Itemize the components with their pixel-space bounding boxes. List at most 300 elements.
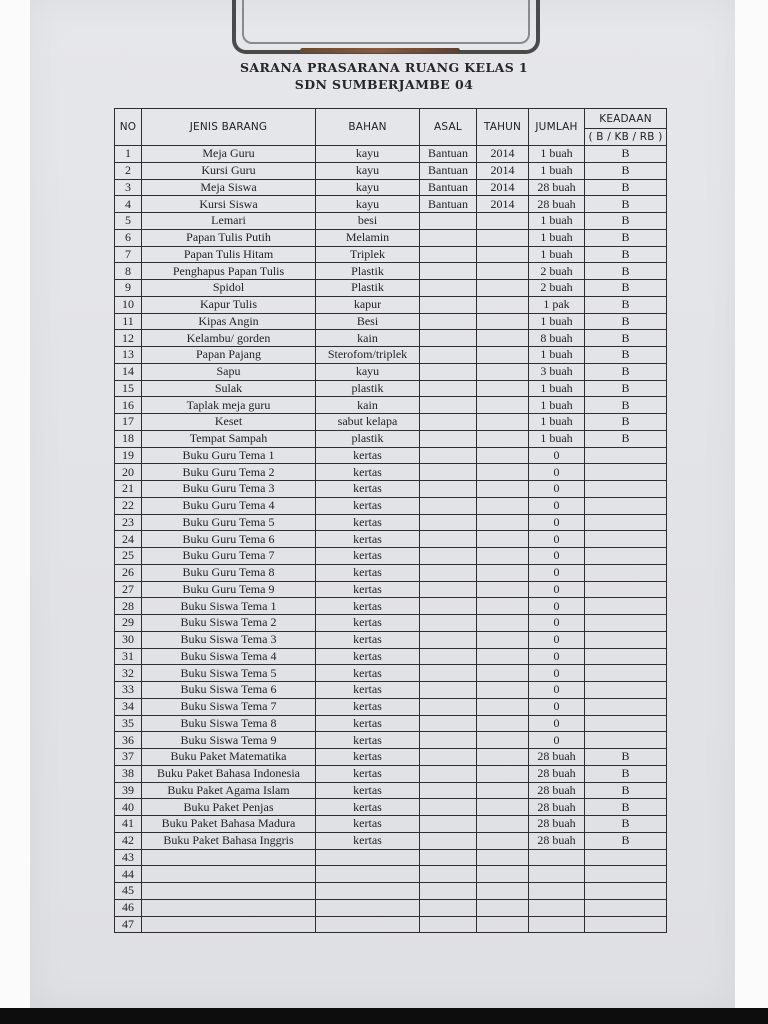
cell-bahan: kertas [316, 464, 420, 481]
cell-no: 45 [115, 883, 142, 900]
cell-tahun [477, 296, 529, 313]
cell-no: 32 [115, 665, 142, 682]
clipboard-clip-inner [242, 0, 530, 44]
cell-no: 5 [115, 213, 142, 230]
cell-jenis-barang [142, 899, 316, 916]
cell-asal [420, 548, 477, 565]
cell-bahan: Plastik [316, 263, 420, 280]
cell-no: 39 [115, 782, 142, 799]
cell-tahun [477, 481, 529, 498]
cell-bahan: Plastik [316, 280, 420, 297]
cell-tahun [477, 816, 529, 833]
cell-jenis-barang: Buku Siswa Tema 6 [142, 682, 316, 699]
cell-jumlah: 0 [529, 514, 585, 531]
cell-asal [420, 397, 477, 414]
cell-tahun [477, 598, 529, 615]
cell-keadaan: B [585, 765, 667, 782]
table-row [115, 263, 667, 280]
cell-no: 7 [115, 246, 142, 263]
cell-jumlah: 0 [529, 682, 585, 699]
cell-jenis-barang: Buku Guru Tema 7 [142, 548, 316, 565]
cell-tahun [477, 698, 529, 715]
table-row [115, 313, 667, 330]
cell-no: 2 [115, 162, 142, 179]
cell-jenis-barang: Buku Guru Tema 4 [142, 497, 316, 514]
cell-asal [420, 866, 477, 883]
cell-jumlah: 0 [529, 598, 585, 615]
cell-no: 36 [115, 732, 142, 749]
cell-keadaan [585, 598, 667, 615]
table-body [115, 146, 667, 933]
cell-jenis-barang [142, 916, 316, 933]
cell-asal: Bantuan [420, 162, 477, 179]
cell-jenis-barang: Meja Siswa [142, 179, 316, 196]
cell-jumlah [529, 899, 585, 916]
header-asal: ASAL [420, 109, 477, 146]
table-row [115, 397, 667, 414]
cell-bahan: Triplek [316, 246, 420, 263]
cell-jumlah: 1 buah [529, 146, 585, 163]
cell-asal [420, 380, 477, 397]
cell-bahan [316, 916, 420, 933]
cell-tahun [477, 615, 529, 632]
cell-jenis-barang: Buku Siswa Tema 3 [142, 631, 316, 648]
table-row [115, 648, 667, 665]
inventory-table [114, 108, 667, 933]
cell-jumlah [529, 849, 585, 866]
cell-bahan: plastik [316, 380, 420, 397]
table-row [115, 246, 667, 263]
cell-jumlah: 0 [529, 464, 585, 481]
cell-tahun [477, 832, 529, 849]
cell-jumlah: 0 [529, 564, 585, 581]
table-row [115, 548, 667, 565]
cell-jenis-barang: Buku Siswa Tema 7 [142, 698, 316, 715]
cell-tahun [477, 916, 529, 933]
cell-keadaan [585, 732, 667, 749]
cell-tahun [477, 866, 529, 883]
cell-no: 27 [115, 581, 142, 598]
cell-no: 23 [115, 514, 142, 531]
cell-tahun: 2014 [477, 179, 529, 196]
table-row [115, 481, 667, 498]
cell-jumlah: 0 [529, 531, 585, 548]
cell-jenis-barang: Buku Guru Tema 5 [142, 514, 316, 531]
background-left [0, 0, 30, 1010]
cell-jumlah: 0 [529, 447, 585, 464]
cell-jumlah: 1 buah [529, 347, 585, 364]
cell-tahun [477, 330, 529, 347]
cell-tahun [477, 229, 529, 246]
table-header [115, 109, 667, 146]
table-row [115, 749, 667, 766]
cell-tahun [477, 564, 529, 581]
cell-bahan [316, 849, 420, 866]
table-row [115, 430, 667, 447]
cell-asal [420, 246, 477, 263]
cell-tahun [477, 514, 529, 531]
cell-jenis-barang: Kursi Siswa [142, 196, 316, 213]
cell-jenis-barang: Tempat Sampah [142, 430, 316, 447]
cell-asal [420, 816, 477, 833]
cell-bahan: kertas [316, 682, 420, 699]
cell-tahun [477, 347, 529, 364]
header-keadaan-sub: ( B / KB / RB ) [585, 129, 667, 146]
cell-bahan: kertas [316, 598, 420, 615]
cell-jenis-barang: Buku Siswa Tema 1 [142, 598, 316, 615]
table-row [115, 162, 667, 179]
cell-jenis-barang: Meja Guru [142, 146, 316, 163]
cell-jumlah: 1 buah [529, 414, 585, 431]
cell-asal [420, 430, 477, 447]
cell-bahan: besi [316, 213, 420, 230]
cell-keadaan [585, 849, 667, 866]
table-row [115, 615, 667, 632]
cell-tahun: 2014 [477, 196, 529, 213]
cell-jenis-barang: Buku Guru Tema 6 [142, 531, 316, 548]
cell-no: 42 [115, 832, 142, 849]
table-row [115, 531, 667, 548]
cell-tahun [477, 732, 529, 749]
cell-keadaan: B [585, 246, 667, 263]
table-row [115, 146, 667, 163]
cell-keadaan [585, 698, 667, 715]
cell-bahan: kertas [316, 799, 420, 816]
cell-jenis-barang: Penghapus Papan Tulis [142, 263, 316, 280]
cell-tahun [477, 246, 529, 263]
cell-jenis-barang: Buku Guru Tema 2 [142, 464, 316, 481]
cell-jumlah: 8 buah [529, 330, 585, 347]
table-row [115, 447, 667, 464]
cell-tahun [477, 899, 529, 916]
cell-jenis-barang: Buku Paket Bahasa Madura [142, 816, 316, 833]
cell-jumlah: 0 [529, 732, 585, 749]
cell-jumlah: 28 buah [529, 799, 585, 816]
cell-no: 24 [115, 531, 142, 548]
cell-jumlah: 28 buah [529, 196, 585, 213]
cell-no: 20 [115, 464, 142, 481]
cell-jumlah: 28 buah [529, 765, 585, 782]
cell-tahun [477, 531, 529, 548]
cell-bahan: kain [316, 330, 420, 347]
cell-jenis-barang: Buku Guru Tema 8 [142, 564, 316, 581]
table-row [115, 497, 667, 514]
cell-bahan: kayu [316, 162, 420, 179]
table-row [115, 564, 667, 581]
cell-asal [420, 765, 477, 782]
cell-tahun [477, 799, 529, 816]
cell-bahan: kertas [316, 765, 420, 782]
cell-keadaan [585, 531, 667, 548]
cell-asal [420, 531, 477, 548]
cell-asal [420, 280, 477, 297]
cell-bahan: Besi [316, 313, 420, 330]
cell-jumlah: 0 [529, 615, 585, 632]
cell-asal [420, 715, 477, 732]
cell-keadaan: B [585, 363, 667, 380]
cell-bahan: kertas [316, 698, 420, 715]
table-row [115, 581, 667, 598]
cell-jenis-barang: Sapu [142, 363, 316, 380]
cell-jenis-barang: Buku Guru Tema 9 [142, 581, 316, 598]
cell-asal [420, 648, 477, 665]
cell-keadaan [585, 514, 667, 531]
document-title: SARANA PRASARANA RUANG KELAS 1 [239, 60, 529, 75]
cell-no: 16 [115, 397, 142, 414]
cell-asal [420, 799, 477, 816]
cell-keadaan [585, 916, 667, 933]
cell-bahan: kertas [316, 481, 420, 498]
table-row [115, 464, 667, 481]
table-row [115, 866, 667, 883]
cell-tahun [477, 363, 529, 380]
cell-jenis-barang: Kelambu/ gorden [142, 330, 316, 347]
cell-bahan: kertas [316, 514, 420, 531]
cell-jumlah: 0 [529, 481, 585, 498]
cell-asal: Bantuan [420, 146, 477, 163]
cell-tahun [477, 263, 529, 280]
table-row [115, 514, 667, 531]
cell-jumlah: 1 buah [529, 246, 585, 263]
cell-keadaan [585, 447, 667, 464]
table-row [115, 213, 667, 230]
cell-bahan: kertas [316, 749, 420, 766]
cell-keadaan [585, 715, 667, 732]
cell-no: 4 [115, 196, 142, 213]
cell-jenis-barang: Buku Paket Matematika [142, 749, 316, 766]
document-subtitle: SDN SUMBERJAMBE 04 [294, 77, 474, 92]
cell-jumlah: 1 buah [529, 380, 585, 397]
cell-no: 41 [115, 816, 142, 833]
cell-jenis-barang: Kipas Angin [142, 313, 316, 330]
cell-no: 9 [115, 280, 142, 297]
cell-jenis-barang: Buku Paket Penjas [142, 799, 316, 816]
table-row [115, 765, 667, 782]
cell-bahan: kayu [316, 196, 420, 213]
cell-jumlah: 1 pak [529, 296, 585, 313]
cell-jenis-barang [142, 849, 316, 866]
cell-bahan: kayu [316, 146, 420, 163]
cell-keadaan: B [585, 162, 667, 179]
cell-jumlah: 1 buah [529, 213, 585, 230]
table-row [115, 883, 667, 900]
table-row [115, 899, 667, 916]
cell-asal [420, 698, 477, 715]
cell-keadaan: B [585, 330, 667, 347]
table-row [115, 380, 667, 397]
table-row [115, 916, 667, 933]
cell-keadaan [585, 481, 667, 498]
cell-no: 31 [115, 648, 142, 665]
header-bahan: BAHAN [316, 109, 420, 146]
cell-asal [420, 313, 477, 330]
cell-jenis-barang: Keset [142, 414, 316, 431]
cell-jenis-barang [142, 866, 316, 883]
cell-asal [420, 263, 477, 280]
cell-tahun [477, 414, 529, 431]
cell-no: 6 [115, 229, 142, 246]
cell-bahan: kayu [316, 179, 420, 196]
cell-asal [420, 481, 477, 498]
cell-keadaan: B [585, 146, 667, 163]
cell-bahan: kertas [316, 782, 420, 799]
cell-bahan [316, 899, 420, 916]
cell-no: 3 [115, 179, 142, 196]
cell-asal [420, 447, 477, 464]
cell-keadaan: B [585, 832, 667, 849]
cell-no: 33 [115, 682, 142, 699]
cell-keadaan: B [585, 749, 667, 766]
cell-asal [420, 615, 477, 632]
cell-jenis-barang: Buku Paket Bahasa Inggris [142, 832, 316, 849]
cell-tahun [477, 313, 529, 330]
cell-asal [420, 916, 477, 933]
cell-no: 38 [115, 765, 142, 782]
cell-keadaan: B [585, 179, 667, 196]
table-row [115, 414, 667, 431]
cell-bahan: sabut kelapa [316, 414, 420, 431]
cell-bahan: Sterofom/triplek [316, 347, 420, 364]
cell-no: 26 [115, 564, 142, 581]
cell-jumlah: 0 [529, 497, 585, 514]
cell-tahun [477, 765, 529, 782]
cell-asal [420, 347, 477, 364]
cell-keadaan: B [585, 313, 667, 330]
table-row [115, 631, 667, 648]
table-row [115, 229, 667, 246]
cell-no: 19 [115, 447, 142, 464]
bottom-bar [0, 1008, 768, 1024]
cell-jumlah: 1 buah [529, 162, 585, 179]
cell-keadaan [585, 497, 667, 514]
cell-jumlah: 28 buah [529, 179, 585, 196]
cell-jumlah: 1 buah [529, 229, 585, 246]
cell-jumlah: 0 [529, 648, 585, 665]
cell-no: 43 [115, 849, 142, 866]
cell-keadaan [585, 899, 667, 916]
cell-keadaan: B [585, 229, 667, 246]
cell-asal [420, 564, 477, 581]
cell-bahan: kertas [316, 447, 420, 464]
cell-keadaan [585, 564, 667, 581]
header-jenis-barang: JENIS BARANG [142, 109, 316, 146]
cell-jenis-barang: Kapur Tulis [142, 296, 316, 313]
cell-asal [420, 363, 477, 380]
cell-bahan: kertas [316, 631, 420, 648]
cell-bahan: kertas [316, 581, 420, 598]
cell-asal [420, 849, 477, 866]
cell-keadaan [585, 548, 667, 565]
cell-tahun [477, 665, 529, 682]
table-row [115, 598, 667, 615]
cell-tahun [477, 631, 529, 648]
cell-jumlah: 0 [529, 698, 585, 715]
cell-no: 40 [115, 799, 142, 816]
cell-keadaan [585, 665, 667, 682]
cell-jumlah: 2 buah [529, 280, 585, 297]
cell-jenis-barang: Spidol [142, 280, 316, 297]
cell-asal [420, 330, 477, 347]
cell-keadaan: B [585, 799, 667, 816]
cell-tahun [477, 497, 529, 514]
cell-bahan: kertas [316, 832, 420, 849]
header-keadaan: KEADAAN [585, 109, 667, 129]
cell-no: 34 [115, 698, 142, 715]
cell-keadaan: B [585, 414, 667, 431]
cell-asal [420, 581, 477, 598]
cell-jenis-barang: Papan Tulis Putih [142, 229, 316, 246]
cell-no: 12 [115, 330, 142, 347]
cell-jenis-barang: Buku Siswa Tema 9 [142, 732, 316, 749]
table-row [115, 179, 667, 196]
cell-tahun [477, 581, 529, 598]
cell-bahan: kertas [316, 497, 420, 514]
cell-tahun [477, 430, 529, 447]
cell-keadaan [585, 464, 667, 481]
table-row [115, 280, 667, 297]
cell-tahun [477, 749, 529, 766]
cell-no: 35 [115, 715, 142, 732]
cell-no: 10 [115, 296, 142, 313]
cell-bahan: kertas [316, 665, 420, 682]
table-row [115, 816, 667, 833]
cell-jumlah [529, 866, 585, 883]
cell-jumlah: 28 buah [529, 782, 585, 799]
cell-jumlah: 1 buah [529, 430, 585, 447]
cell-no: 1 [115, 146, 142, 163]
cell-keadaan: B [585, 380, 667, 397]
cell-jenis-barang: Papan Tulis Hitam [142, 246, 316, 263]
cell-tahun [477, 548, 529, 565]
cell-asal [420, 782, 477, 799]
cell-keadaan: B [585, 263, 667, 280]
cell-tahun [477, 213, 529, 230]
cell-jumlah: 1 buah [529, 313, 585, 330]
cell-bahan: kertas [316, 648, 420, 665]
cell-jenis-barang: Buku Guru Tema 3 [142, 481, 316, 498]
cell-tahun [477, 883, 529, 900]
cell-bahan [316, 883, 420, 900]
table-row [115, 799, 667, 816]
table-row [115, 832, 667, 849]
cell-no: 14 [115, 363, 142, 380]
cell-tahun [477, 782, 529, 799]
cell-bahan: plastik [316, 430, 420, 447]
clipboard-clip-rust [300, 48, 460, 53]
cell-keadaan [585, 581, 667, 598]
cell-asal [420, 414, 477, 431]
cell-asal [420, 665, 477, 682]
cell-tahun [477, 715, 529, 732]
cell-tahun: 2014 [477, 146, 529, 163]
background-right [735, 0, 768, 1010]
cell-asal [420, 514, 477, 531]
cell-jumlah: 28 buah [529, 816, 585, 833]
cell-tahun [477, 380, 529, 397]
cell-asal [420, 213, 477, 230]
cell-tahun: 2014 [477, 162, 529, 179]
cell-jenis-barang: Buku Siswa Tema 4 [142, 648, 316, 665]
table-row [115, 363, 667, 380]
cell-bahan: kertas [316, 816, 420, 833]
cell-no: 25 [115, 548, 142, 565]
cell-jenis-barang: Buku Siswa Tema 2 [142, 615, 316, 632]
cell-keadaan [585, 883, 667, 900]
table-row [115, 782, 667, 799]
cell-keadaan: B [585, 430, 667, 447]
cell-asal [420, 497, 477, 514]
cell-asal [420, 883, 477, 900]
